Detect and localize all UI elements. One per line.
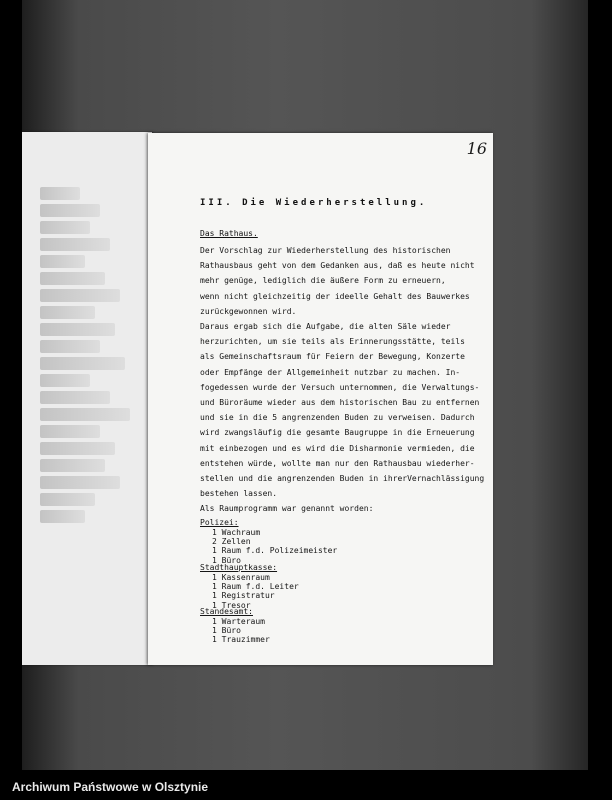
text-line: und sie in die 5 angrenzenden Buden zu verweisen. Dadurch	[200, 413, 475, 423]
document-page	[148, 133, 493, 665]
program-item: 1 Wachraum	[212, 528, 261, 537]
text-line: zurückgewonnen wird.	[200, 306, 297, 316]
underlying-page-text-traces	[40, 187, 150, 527]
program-item: 1 Warteraum	[212, 617, 265, 626]
text-line: Rathausbaus geht von dem Gedanken aus, daß es heute nicht	[200, 261, 475, 271]
underlying-page	[22, 132, 152, 665]
program-item: 1 Büro	[212, 626, 241, 636]
program-section	[200, 518, 490, 565]
text-line: fogedessen wurde der Versuch unternommen, die Verwaltungs-	[200, 382, 480, 392]
program-item: 1 Trauzimmer	[212, 635, 270, 645]
program-item: 1 Büro	[212, 555, 241, 565]
text-line: Als Raumprogramm war genannt worden:	[200, 504, 374, 514]
text-line: und Büroräume wieder aus dem historischen Bau zu entfernen	[200, 398, 480, 408]
text-line: Daraus ergab sich die Aufgabe, die alten Säle wieder	[200, 322, 451, 332]
program-section-title: Polizei:	[200, 518, 239, 527]
text-line: wird zwangsläufig die gesamte Baugruppe in die Erneuerung	[200, 428, 475, 438]
page-number: 16	[466, 139, 487, 158]
program-item: 1 Raum f.d. Polizeimeister	[212, 546, 338, 556]
program-section	[200, 563, 490, 610]
program-item: 1 Tresor	[212, 600, 251, 610]
chapter-heading: III. Die Wiederherstellung.	[200, 198, 428, 208]
program-section	[200, 607, 490, 645]
text-line: oder Empfänge der Allgemeinheit nutzbar zu machen. In-	[200, 367, 461, 377]
program-section-title: Stadthauptkasse:	[200, 563, 278, 572]
text-line: bestehen lassen.	[200, 489, 278, 499]
text-line: als Gemeinschaftsraum für Feiern der Bewegung, Konzerte	[200, 352, 465, 362]
program-item: 1 Registratur	[212, 591, 275, 601]
program-item: 1 Kassenraum	[212, 573, 270, 582]
text-line: herzurichten, um sie teils als Erinnerungsstätte, teils	[200, 337, 465, 347]
text-line: stellen und die angrenzenden Buden in ihrerVernachlässigung	[200, 474, 485, 484]
program-item: 1 Raum f.d. Leiter	[212, 582, 299, 592]
text-line: wenn nicht gleichzeitig der ideelle Gehalt des Bauwerkes	[200, 291, 470, 301]
text-line: mit einbezogen und es wird die Disharmonie vermieden, die	[200, 443, 475, 453]
body-paragraph	[200, 243, 490, 517]
program-section-title: Standesamt:	[200, 607, 253, 616]
text-line: mehr genüge, lediglich die äußere Form zu erneuern,	[200, 276, 446, 286]
text-line: Der Vorschlag zur Wiederherstellung des historischen	[200, 246, 451, 255]
archive-label: Archiwum Państwowe w Olsztynie	[12, 780, 209, 794]
text-line: entstehen würde, wollte man nur den Rathausbau wiederher-	[200, 458, 475, 468]
program-item: 2 Zellen	[212, 537, 251, 547]
section-title: Das Rathaus.	[200, 229, 258, 238]
